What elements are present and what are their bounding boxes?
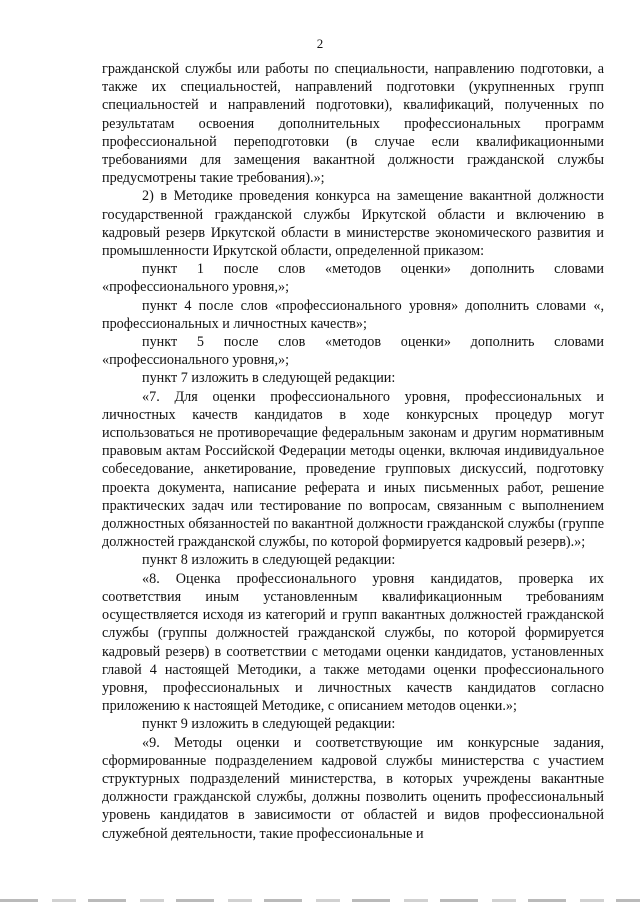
- paragraph-9: «8. Оценка профессионального уровня кандидатов, проверка их соответствия иным установленным квалификационным требованиям осуществляется исходя из категорий и групп вакантных должностей гражданской службы (группы должностей гражданской службы, по которой формируется кадровый резерв) в соответствии с методами оценки кандидатов, установленных главой 4 настоящей Методики, а также методами оценки профессионального уровня, профессиональных и личностных качеств кандидатов согласно приложению к настоящей Методике, с описанием методов оценки.»;: [102, 570, 604, 715]
- paragraph-1: гражданской службы или работы по специальности, направлению подготовки, а также их специальностей, направлений подготовки (укрупненных групп специальностей и направлений подготовки), квалификаций, полученных по результатам освоения дополнительных профессиональных программ профессиональной переподготовки (в случае если квалификационными требованиями для замещения вакантной должности гражданской службы предусмотрены такие требования).»;: [102, 61, 604, 187]
- scan-edge-artifact: [0, 899, 640, 902]
- paragraph-8: пункт 8 изложить в следующей редакции:: [142, 552, 396, 569]
- page-number: 2: [316, 36, 324, 51]
- paragraph-6: пункт 7 изложить в следующей редакции:: [142, 370, 396, 387]
- paragraph-11: «9. Методы оценки и соответствующие им конкурсные задания, сформированные подразделением кадровой службы министерства с участием структурных подразделений министерства, в которых учреждены вакантные должности гражданской службы, должны позволить оценить профессиональный уровень кандидатов в зависимости от областей и видов профессиональной служебной деятельности, такие профессиональные и: [102, 734, 604, 842]
- document-body: [102, 60, 604, 843]
- paragraph-5: пункт 5 после слов «методов оценки» дополнить словами «профессионального уровня,»;: [102, 334, 604, 369]
- paragraph-3: пункт 1 после слов «методов оценки» дополнить словами «профессионального уровня,»;: [102, 261, 604, 296]
- paragraph-4: пункт 4 после слов «профессионального уровня» дополнить словами «, профессиональных и личностных качеств»;: [102, 297, 604, 332]
- paragraph-7: «7. Для оценки профессионального уровня, профессиональных и личностных качеств кандидатов в ходе конкурсных процедур могут использоваться не противоречащие федеральным законам и другим нормативным правовым актам Российской Федерации методы оценки, включая индивидуальное собеседование, анкетирование, проведение групповых дискуссий, подготовку проекта документа, написание реферата и иных письменных работ, решение практических задач или тестирование по вопросам, связанным с выполнением должностных обязанностей по вакантной должности гражданской службы (группе должностей гражданской службы, по которой формируется кадровый резерв).»;: [102, 388, 604, 551]
- paragraph-2: 2) в Методике проведения конкурса на замещение вакантной должности государственной гражданской службы Иркутской области и включению в кадровый резерв Иркутской области в министерстве экономического развития и промышленности Иркутской области, определенной приказом:: [102, 188, 604, 260]
- paragraph-10: пункт 9 изложить в следующей редакции:: [142, 716, 396, 733]
